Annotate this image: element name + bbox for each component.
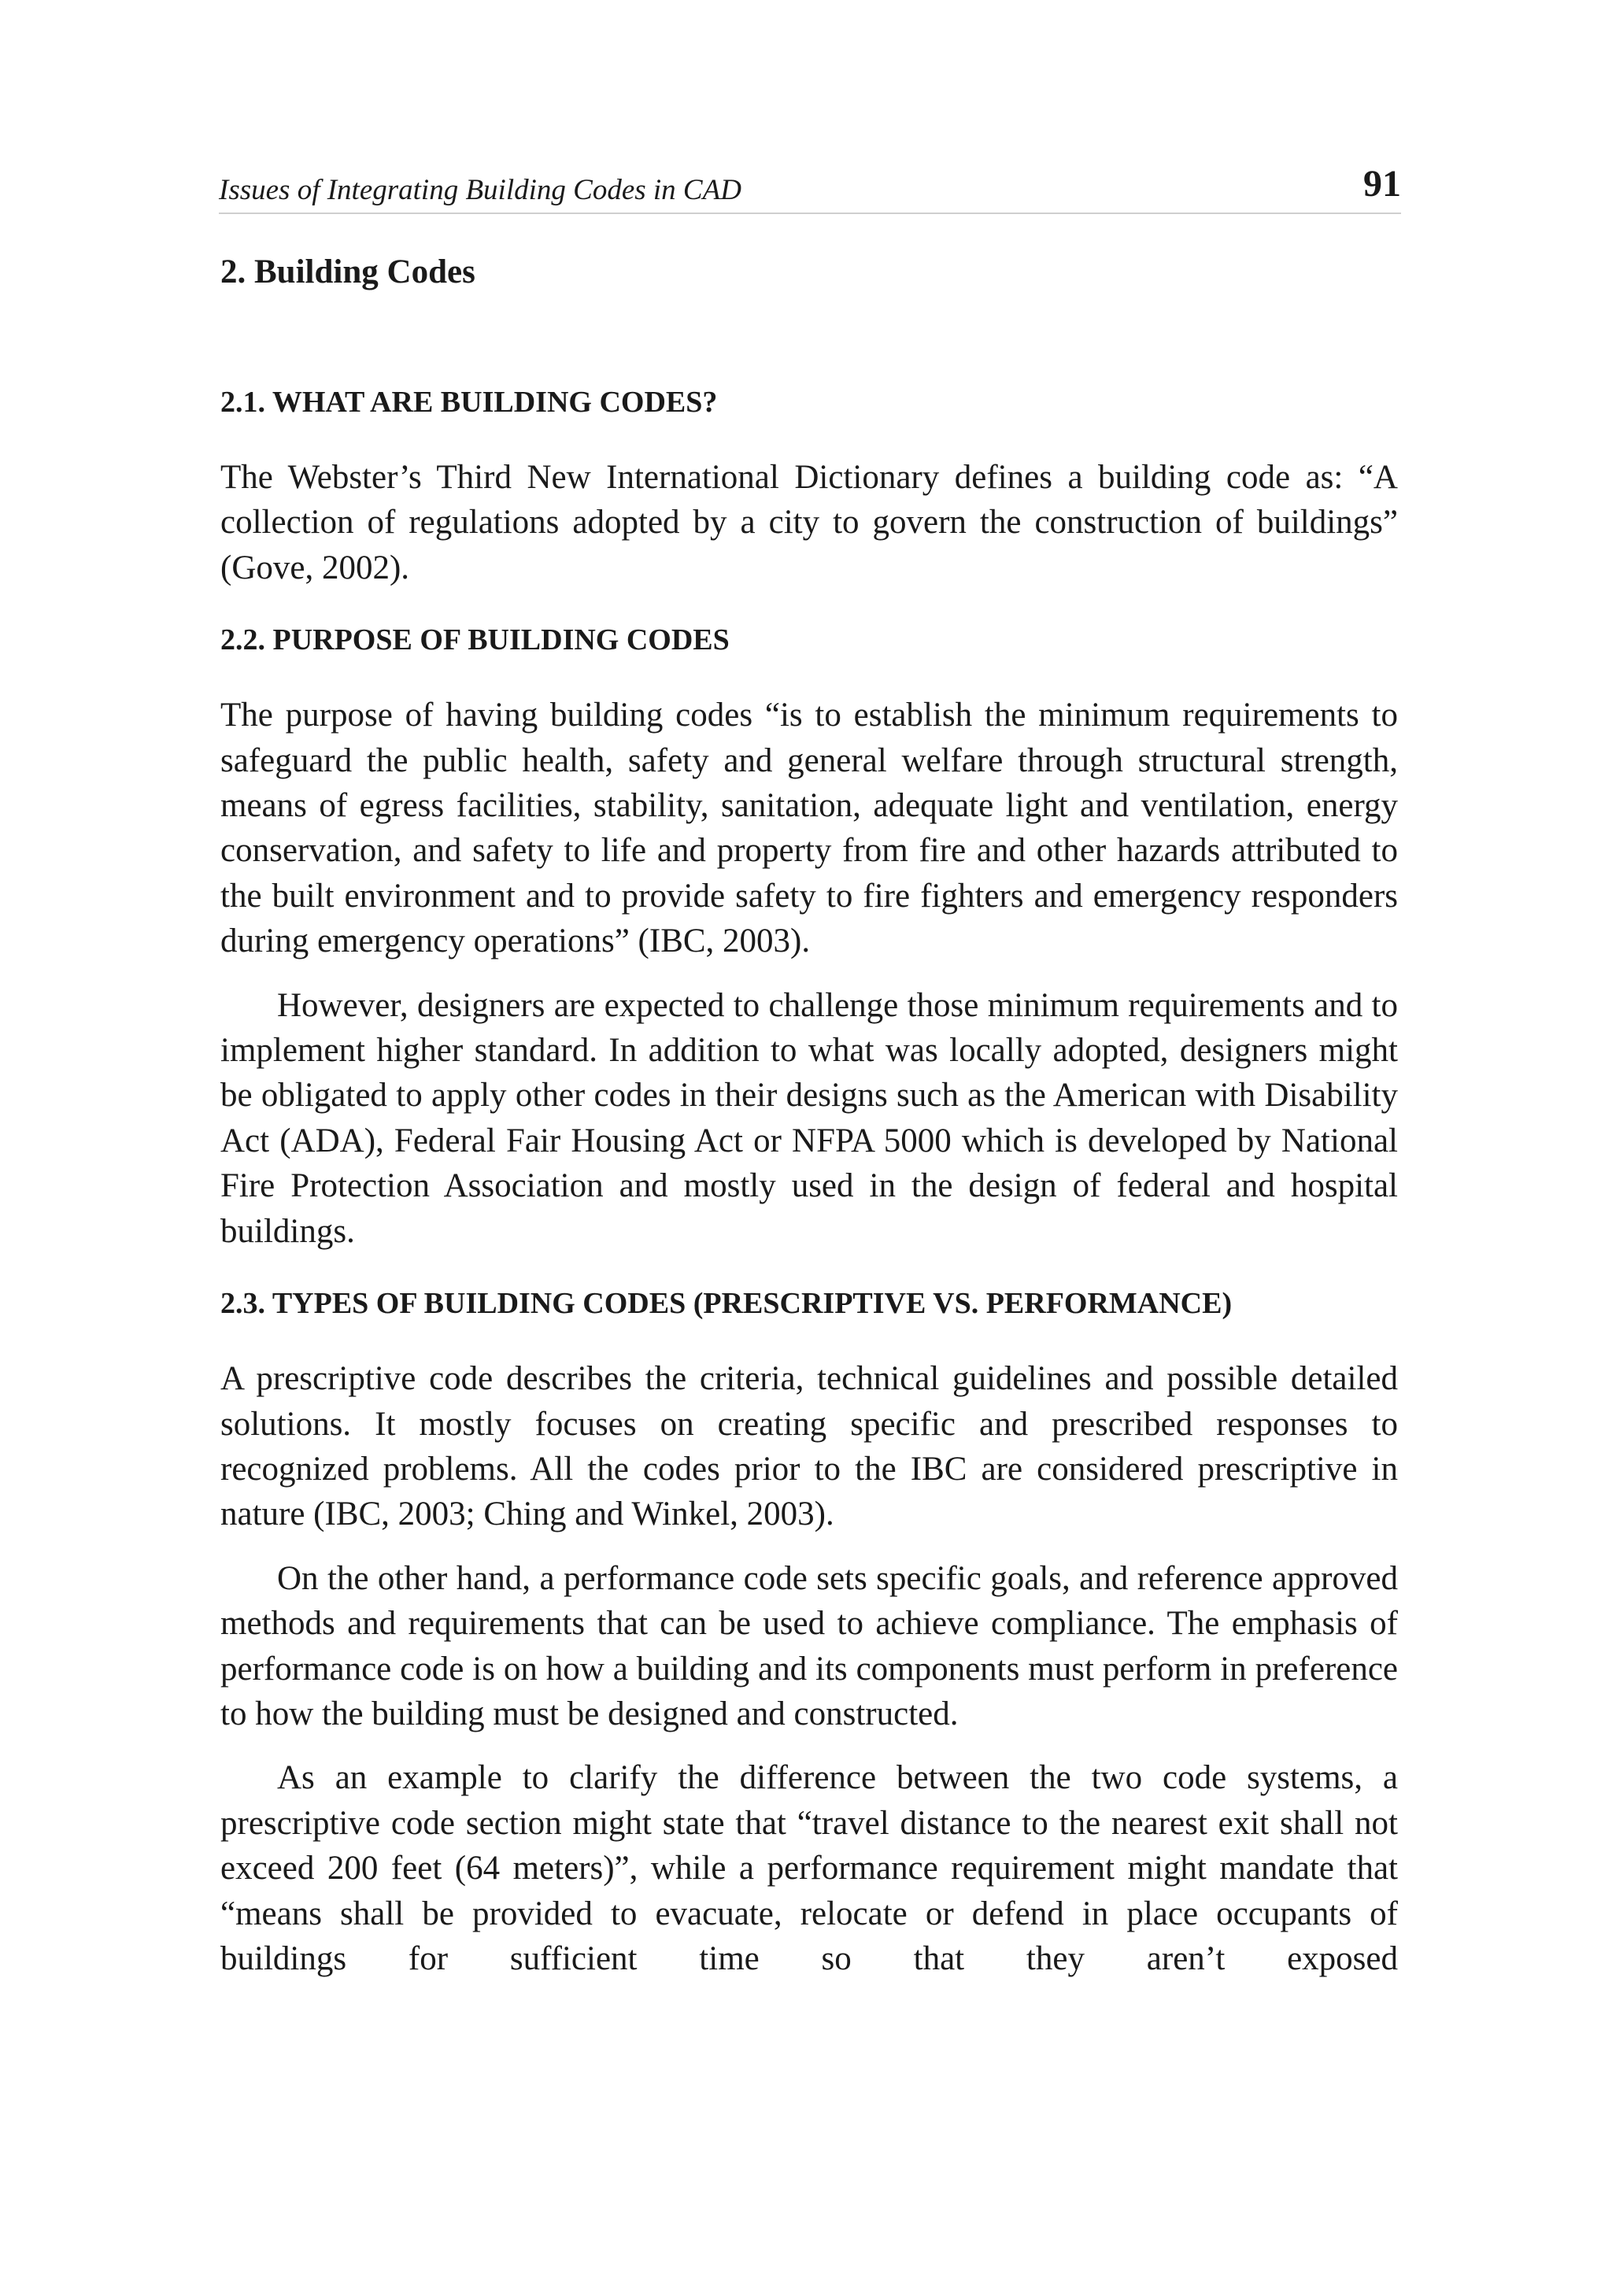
paragraph-definition: The Webster’s Third New International Dictionary defines a building code as: “A collection of regulations adopted by a city to govern the construction of buildings” (Gove, 2002).	[220, 459, 1398, 586]
subsection-title-types: 2.3. TYPES OF BUILDING CODES (PRESCRIPTIVE VS. PERFORMANCE)	[220, 1287, 1233, 1321]
paragraph-performance: On the other hand, a performance code sets specific goals, and reference approved methods and requirements that can be used to achieve compliance. The emphasis of performance code is on how a building and its components must perform in preference to how the building must be designed and constructed.	[220, 1559, 1398, 1732]
paragraph-purpose: The purpose of having building codes “is to establish the minimum requirements to safeguard the public health, safety and general welfare through structural strength, means of egress facilities, stability, sanitation, adequate light and ventilation, energy conservation, and safety to life and property from fire and other hazards attributed to the built environment and to provide safety to fire fighters and emergency responders during emergency operations” (IBC, 2003).	[220, 697, 1398, 960]
paragraph-designers: However, designers are expected to challenge those minimum requirements and to implement higher standard. In addition to what was locally adopted, designers might be obligated to apply other codes in their designs such as the American with Disability Act (ADA), Federal Fair Housing Act or NFPA 5000 which is developed by National Fire Protection Association and mostly used in the design of federal and hospital buildings.	[220, 986, 1398, 1250]
running-title: Issues of Integrating Building Codes in CAD	[219, 174, 741, 206]
section-title: 2. Building Codes	[220, 253, 475, 290]
subsection-title-what-are-building-codes: 2.1. WHAT ARE BUILDING CODES?	[220, 386, 718, 419]
page-number: 91	[1363, 163, 1401, 205]
subsection-title-purpose: 2.2. PURPOSE OF BUILDING CODES	[220, 623, 730, 657]
paragraph-prescriptive: A prescriptive code describes the criteria, technical guidelines and possible detailed solutions. It mostly focuses on creating specific and prescribed responses to recognized problems. All the codes prior to the IBC are considered prescriptive in nature (IBC, 2003; Ching and Winkel, 2003).	[220, 1360, 1398, 1533]
running-header	[219, 161, 1401, 214]
paragraph-example: As an example to clarify the difference between the two code systems, a prescriptive code section might state that “travel distance to the nearest exit shall not exceed 200 feet (64 meters)”, while a performance requirement might mandate that “means shall be provided to evacuate, relocate or defend in place occupants of buildings for sufficient time so that they aren’t exposed	[220, 1759, 1398, 1977]
page-body	[220, 250, 1398, 2011]
